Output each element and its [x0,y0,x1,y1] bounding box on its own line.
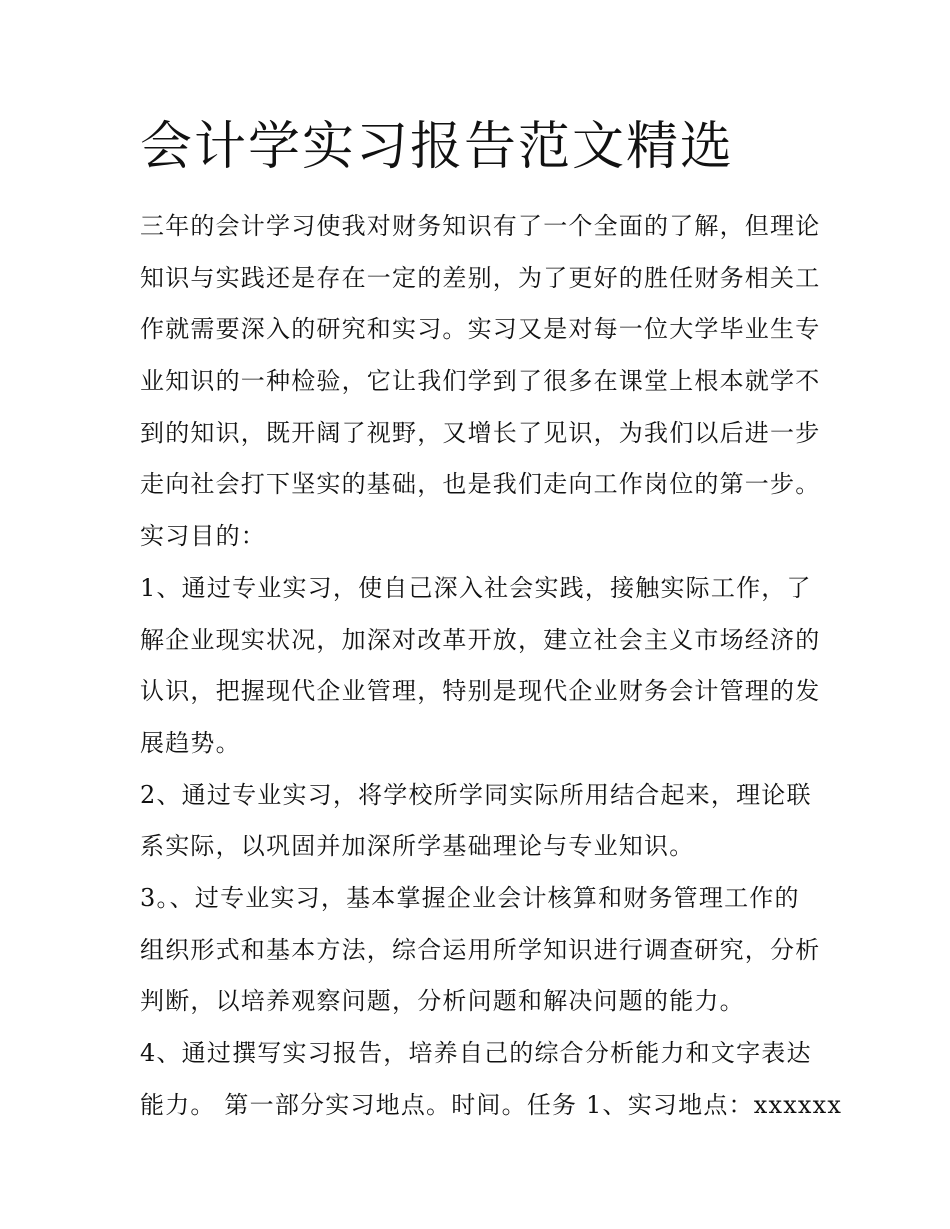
text-line: 作就需要深入的研究和实习。实习又是对每一位大学毕业生专 [140,315,821,344]
text-line: 系实际，以巩固并加深所学基础理论与专业知识。 [140,832,695,861]
text-line: 组织形式和基本方法，综合运用所学知识进行调查研究，分析 [140,935,821,964]
text-line: 知识与实践还是存在一定的差别，为了更好的胜任财务相关工 [140,263,821,292]
text-line: 判断，以培养观察问题，分析问题和解决问题的能力。 [140,987,745,1016]
document-body [140,201,843,1131]
text-line: 3。、过专业实习，基本掌握企业会计核算和财务管理工作的 [140,883,800,912]
text-line: 业知识的一种检验，它让我们学到了很多在课堂上根本就学不 [140,367,821,396]
text-line: 4、通过撰写实习报告，培养自己的综合分析能力和文字表达 [140,1039,812,1067]
document-title: 会计学实习报告范文精选 [140,117,735,177]
text-line: 认识，把握现代企业管理，特别是现代企业财务会计管理的发 [140,677,821,706]
text-line: 解企业现实状况，加深对改革开放，建立社会主义市场经济的 [140,625,821,654]
text-line: 三年的会计学习使我对财务知识有了一个全面的了解，但理论 [140,212,821,240]
text-line: 1、通过专业实习，使自己深入社会实践，接触实际工作，了 [140,573,812,602]
text-line: 2、通过专业实习，将学校所学同实际所用结合起来，理论联 [140,780,812,809]
text-line: 能力。 第一部分实习地点。时间。任务 1、实习地点：xxxxxx [140,1090,843,1119]
text-line: 展趋势。 [140,728,241,757]
section-heading: 实习目的： [140,522,266,551]
text-line: 走向社会打下坚实的基础，也是我们走向工作岗位的第一步。 [140,470,821,499]
text-line: 到的知识，既开阔了视野，又增长了见识，为我们以后进一步 [140,418,821,447]
